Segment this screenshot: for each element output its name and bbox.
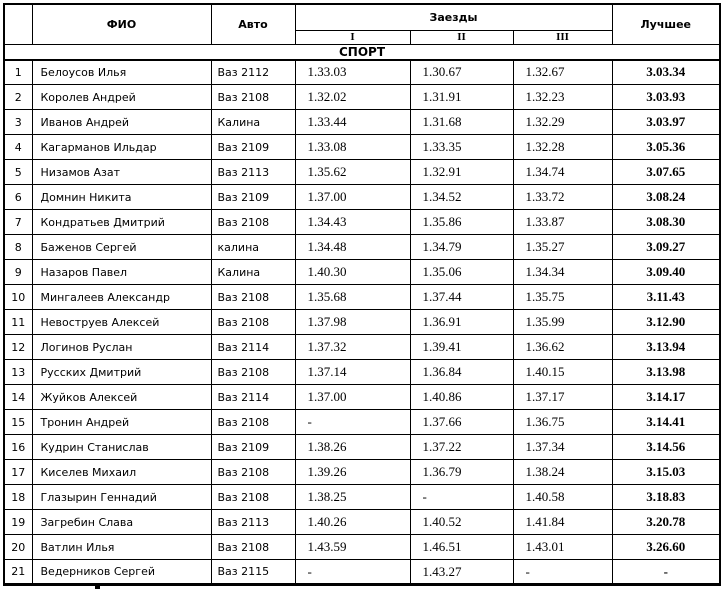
- race1-column-header: I: [295, 30, 410, 44]
- row-number-cell: 9: [4, 260, 32, 285]
- car-cell: Ваз 2108: [211, 285, 295, 310]
- row-number-cell: 19: [4, 510, 32, 535]
- race2-time-cell: 1.40.52: [410, 510, 513, 535]
- best-time-cell: 3.20.78: [612, 510, 720, 535]
- page-artifact-mark: [95, 584, 100, 589]
- race3-time-cell: 1.36.62: [513, 335, 612, 360]
- table-row: [4, 60, 720, 85]
- best-time-cell: 3.13.94: [612, 335, 720, 360]
- race2-time-cell: 1.40.86: [410, 385, 513, 410]
- fio-column-header: ФИО: [32, 4, 211, 44]
- car-cell: Ваз 2108: [211, 485, 295, 510]
- best-time-cell: -: [612, 560, 720, 585]
- race1-time-cell: 1.37.98: [295, 310, 410, 335]
- best-time-cell: 3.26.60: [612, 535, 720, 560]
- table-row: [4, 410, 720, 435]
- race2-time-cell: 1.43.27: [410, 560, 513, 585]
- car-cell: Ваз 2109: [211, 135, 295, 160]
- car-cell: Ваз 2115: [211, 560, 295, 585]
- best-time-cell: 3.18.83: [612, 485, 720, 510]
- race2-time-cell: 1.35.06: [410, 260, 513, 285]
- race1-time-cell: 1.38.25: [295, 485, 410, 510]
- table-row: [4, 110, 720, 135]
- corner-header-cell: [4, 4, 32, 44]
- driver-name-cell: Низамов Азат: [32, 160, 211, 185]
- race2-time-cell: 1.36.91: [410, 310, 513, 335]
- row-number-cell: 11: [4, 310, 32, 335]
- race2-time-cell: 1.36.84: [410, 360, 513, 385]
- race2-time-cell: 1.39.41: [410, 335, 513, 360]
- best-time-cell: 3.09.40: [612, 260, 720, 285]
- row-number-cell: 1: [4, 60, 32, 85]
- race3-time-cell: 1.33.87: [513, 210, 612, 235]
- car-cell: Ваз 2108: [211, 535, 295, 560]
- car-cell: Ваз 2113: [211, 510, 295, 535]
- row-number-cell: 18: [4, 485, 32, 510]
- best-time-cell: 3.11.43: [612, 285, 720, 310]
- races-column-header: Заезды: [295, 4, 612, 30]
- race2-time-cell: 1.37.22: [410, 435, 513, 460]
- row-number-cell: 10: [4, 285, 32, 310]
- best-time-cell: 3.14.56: [612, 435, 720, 460]
- race2-time-cell: 1.46.51: [410, 535, 513, 560]
- table-header-row-1: [4, 4, 720, 30]
- table-row: [4, 285, 720, 310]
- race3-column-header: III: [513, 30, 612, 44]
- row-number-cell: 21: [4, 560, 32, 585]
- car-cell: Калина: [211, 110, 295, 135]
- car-cell: Ваз 2108: [211, 460, 295, 485]
- race1-time-cell: 1.37.00: [295, 185, 410, 210]
- auto-column-header: Авто: [211, 4, 295, 44]
- driver-name-cell: Иванов Андрей: [32, 110, 211, 135]
- driver-name-cell: Назаров Павел: [32, 260, 211, 285]
- table-row: [4, 185, 720, 210]
- best-time-cell: 3.03.93: [612, 85, 720, 110]
- race1-time-cell: 1.34.48: [295, 235, 410, 260]
- race3-time-cell: 1.37.17: [513, 385, 612, 410]
- race2-time-cell: 1.37.66: [410, 410, 513, 435]
- car-cell: Ваз 2108: [211, 85, 295, 110]
- race1-time-cell: 1.37.32: [295, 335, 410, 360]
- race3-time-cell: 1.40.58: [513, 485, 612, 510]
- best-column-header: Лучшее: [612, 4, 720, 44]
- race1-time-cell: 1.39.26: [295, 460, 410, 485]
- best-time-cell: 3.08.24: [612, 185, 720, 210]
- driver-name-cell: Тронин Андрей: [32, 410, 211, 435]
- race1-time-cell: 1.34.43: [295, 210, 410, 235]
- best-time-cell: 3.09.27: [612, 235, 720, 260]
- driver-name-cell: Ватлин Илья: [32, 535, 211, 560]
- table-row: [4, 85, 720, 110]
- race3-time-cell: 1.36.75: [513, 410, 612, 435]
- driver-name-cell: Королев Андрей: [32, 85, 211, 110]
- race3-time-cell: 1.35.99: [513, 310, 612, 335]
- driver-name-cell: Белоусов Илья: [32, 60, 211, 85]
- driver-name-cell: Жуйков Алексей: [32, 385, 211, 410]
- table-row: [4, 435, 720, 460]
- driver-name-cell: Русских Дмитрий: [32, 360, 211, 385]
- table-row: [4, 385, 720, 410]
- race1-time-cell: 1.37.14: [295, 360, 410, 385]
- race2-time-cell: 1.37.44: [410, 285, 513, 310]
- row-number-cell: 4: [4, 135, 32, 160]
- race1-time-cell: 1.32.02: [295, 85, 410, 110]
- car-cell: Ваз 2108: [211, 410, 295, 435]
- race3-time-cell: 1.41.84: [513, 510, 612, 535]
- table-row: [4, 135, 720, 160]
- table-row: [4, 460, 720, 485]
- table-row: [4, 160, 720, 185]
- table-row: [4, 335, 720, 360]
- row-number-cell: 8: [4, 235, 32, 260]
- table-row: [4, 260, 720, 285]
- race2-time-cell: 1.33.35: [410, 135, 513, 160]
- race1-time-cell: 1.33.08: [295, 135, 410, 160]
- section-row: [4, 44, 720, 60]
- car-cell: Ваз 2109: [211, 435, 295, 460]
- race2-time-cell: 1.32.91: [410, 160, 513, 185]
- car-cell: Ваз 2114: [211, 335, 295, 360]
- table-row: [4, 235, 720, 260]
- race1-time-cell: -: [295, 560, 410, 585]
- row-number-cell: 13: [4, 360, 32, 385]
- best-time-cell: 3.15.03: [612, 460, 720, 485]
- driver-name-cell: Глазырин Геннадий: [32, 485, 211, 510]
- table-row: [4, 510, 720, 535]
- race3-time-cell: 1.40.15: [513, 360, 612, 385]
- race2-time-cell: 1.31.68: [410, 110, 513, 135]
- race3-time-cell: 1.32.29: [513, 110, 612, 135]
- driver-name-cell: Кондратьев Дмитрий: [32, 210, 211, 235]
- table-row: [4, 485, 720, 510]
- table-row: [4, 560, 720, 585]
- car-cell: калина: [211, 235, 295, 260]
- race3-time-cell: 1.32.28: [513, 135, 612, 160]
- race3-time-cell: 1.34.34: [513, 260, 612, 285]
- race2-time-cell: 1.31.91: [410, 85, 513, 110]
- row-number-cell: 15: [4, 410, 32, 435]
- race3-time-cell: 1.35.75: [513, 285, 612, 310]
- row-number-cell: 14: [4, 385, 32, 410]
- row-number-cell: 12: [4, 335, 32, 360]
- best-time-cell: 3.03.34: [612, 60, 720, 85]
- car-cell: Ваз 2108: [211, 210, 295, 235]
- race1-time-cell: 1.33.44: [295, 110, 410, 135]
- row-number-cell: 5: [4, 160, 32, 185]
- car-cell: Ваз 2108: [211, 310, 295, 335]
- section-title: СПОРТ: [4, 44, 720, 60]
- race2-time-cell: 1.34.79: [410, 235, 513, 260]
- row-number-cell: 6: [4, 185, 32, 210]
- car-cell: Ваз 2112: [211, 60, 295, 85]
- race1-time-cell: 1.33.03: [295, 60, 410, 85]
- row-number-cell: 3: [4, 110, 32, 135]
- race2-time-cell: 1.36.79: [410, 460, 513, 485]
- race3-time-cell: 1.34.74: [513, 160, 612, 185]
- driver-name-cell: Кудрин Станислав: [32, 435, 211, 460]
- race2-time-cell: -: [410, 485, 513, 510]
- race2-time-cell: 1.30.67: [410, 60, 513, 85]
- best-time-cell: 3.14.41: [612, 410, 720, 435]
- race3-time-cell: 1.35.27: [513, 235, 612, 260]
- driver-name-cell: Киселев Михаил: [32, 460, 211, 485]
- driver-name-cell: Логинов Руслан: [32, 335, 211, 360]
- race1-time-cell: 1.38.26: [295, 435, 410, 460]
- race1-time-cell: 1.40.30: [295, 260, 410, 285]
- best-time-cell: 3.12.90: [612, 310, 720, 335]
- row-number-cell: 17: [4, 460, 32, 485]
- table-row: [4, 535, 720, 560]
- car-cell: Ваз 2108: [211, 360, 295, 385]
- race1-time-cell: 1.37.00: [295, 385, 410, 410]
- driver-name-cell: Ведерников Сергей: [32, 560, 211, 585]
- race1-time-cell: 1.43.59: [295, 535, 410, 560]
- race2-time-cell: 1.35.86: [410, 210, 513, 235]
- race3-time-cell: -: [513, 560, 612, 585]
- race3-time-cell: 1.38.24: [513, 460, 612, 485]
- best-time-cell: 3.13.98: [612, 360, 720, 385]
- race1-time-cell: 1.35.68: [295, 285, 410, 310]
- car-cell: Ваз 2109: [211, 185, 295, 210]
- best-time-cell: 3.14.17: [612, 385, 720, 410]
- best-time-cell: 3.05.36: [612, 135, 720, 160]
- race1-time-cell: -: [295, 410, 410, 435]
- race3-time-cell: 1.43.01: [513, 535, 612, 560]
- car-cell: Калина: [211, 260, 295, 285]
- driver-name-cell: Кагарманов Ильдар: [32, 135, 211, 160]
- row-number-cell: 20: [4, 535, 32, 560]
- row-number-cell: 7: [4, 210, 32, 235]
- driver-name-cell: Мингалеев Александр: [32, 285, 211, 310]
- best-time-cell: 3.08.30: [612, 210, 720, 235]
- race3-time-cell: 1.32.23: [513, 85, 612, 110]
- table-row: [4, 310, 720, 335]
- race3-time-cell: 1.32.67: [513, 60, 612, 85]
- race3-time-cell: 1.33.72: [513, 185, 612, 210]
- car-cell: Ваз 2113: [211, 160, 295, 185]
- driver-name-cell: Загребин Слава: [32, 510, 211, 535]
- race-results-table: [3, 3, 721, 586]
- table-row: [4, 210, 720, 235]
- race1-time-cell: 1.40.26: [295, 510, 410, 535]
- results-body: [4, 60, 720, 585]
- driver-name-cell: Баженов Сергей: [32, 235, 211, 260]
- best-time-cell: 3.07.65: [612, 160, 720, 185]
- table-row: [4, 360, 720, 385]
- driver-name-cell: Невоструев Алексей: [32, 310, 211, 335]
- driver-name-cell: Домнин Никита: [32, 185, 211, 210]
- race2-column-header: II: [410, 30, 513, 44]
- car-cell: Ваз 2114: [211, 385, 295, 410]
- race3-time-cell: 1.37.34: [513, 435, 612, 460]
- race1-time-cell: 1.35.62: [295, 160, 410, 185]
- row-number-cell: 2: [4, 85, 32, 110]
- race2-time-cell: 1.34.52: [410, 185, 513, 210]
- row-number-cell: 16: [4, 435, 32, 460]
- best-time-cell: 3.03.97: [612, 110, 720, 135]
